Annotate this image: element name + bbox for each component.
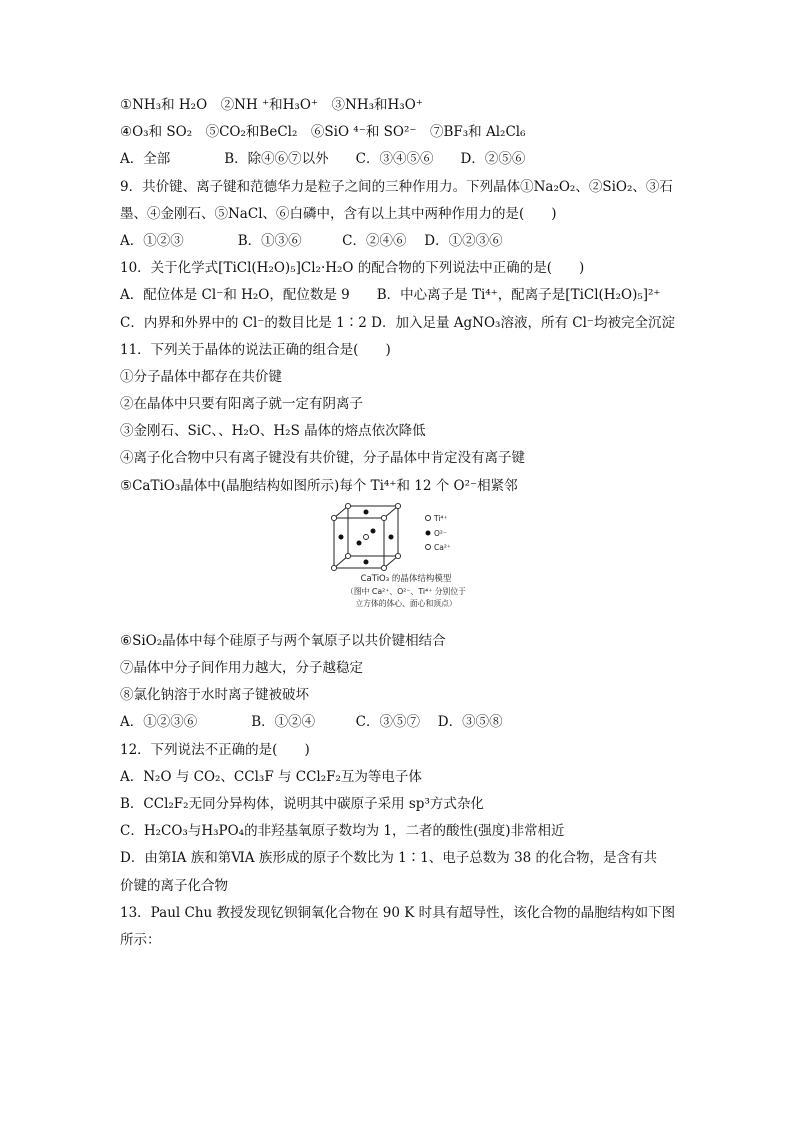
text-line: ④离子化合物中只有离子键没有共价键，分子晶体中肯定没有离子键 [120, 450, 525, 467]
ca-ion-body-center [364, 534, 369, 539]
legend-ti-symbol [425, 515, 430, 520]
legend-o-symbol [426, 530, 431, 535]
text-line: ⑤CaTiO₃晶体中(晶胞结构如图所示)每个 Ti⁴⁺和 12 个 O²⁻相紧邻 [120, 477, 518, 494]
legend-ca-symbol [426, 544, 431, 549]
figure-caption-note: （图中 Ca²⁺、O²⁻、Ti⁴⁺ 分别位于 [346, 586, 466, 596]
text-line: 9．共价键、离子键和范德华力是粒子之间的三种作用力。下列晶体①Na₂O₂、②SiO₂、③石 [120, 178, 673, 195]
text-line: A．①②③ B．①③⑥ C．②④⑥ D．①②③⑥ [120, 232, 503, 249]
figure-legend [425, 514, 450, 552]
text-line: A．N₂O 与 CO₂、CCl₃F 与 CCl₂F₂互为等电子体 [120, 768, 422, 785]
text-line: 13．Paul Chu 教授发现钇钡铜氧化合物在 90 K 时具有超导性，该化合物的晶胞结构如下图 [120, 904, 676, 921]
legend-o-label: O²⁻ [434, 528, 447, 538]
text-line: D．由第ⅠA 族和第ⅥA 族形成的原子个数比为 1∶1、电子总数为 38 的化合物，是含有共 [120, 850, 658, 867]
figure-caption-note: 立方体的体心、面心和顶点） [355, 598, 457, 608]
cubic-cell-diagram [326, 502, 486, 572]
text-line: 12．下列说法不正确的是( ) [120, 741, 310, 758]
text-line: 墨、④金刚石、⑤NaCl、⑥白磷中，含有以上其中两种作用力的是( ) [120, 205, 557, 222]
text-line: C．内界和外界中的 Cl⁻的数目比是 1∶2 D．加入足量 AgNO₃溶液，所有 Cl⁻均被完全沉淀 [120, 314, 676, 331]
legend-ca-label: Ca²⁺ [434, 542, 451, 552]
text-line: 所示： [120, 931, 161, 948]
text-line: ⑦晶体中分子间作用力越大，分子越稳定 [120, 660, 363, 676]
text-line: C．H₂CO₃与H₃PO₄的非羟基氧原子数均为 1，二者的酸性(强度)非常相近 [120, 823, 565, 840]
text-block-bottom [120, 628, 680, 954]
text-line: 价键的离子化合物 [120, 877, 228, 894]
text-line: ③金刚石、SiC、、H₂O、H₂S 晶体的熔点依次降低 [120, 423, 426, 440]
text-line: B．CCl₂F₂无同分异构体，说明其中碳原子采用 sp³方式杂化 [120, 795, 484, 812]
text-line: ⑥SiO₂晶体中每个硅原子与两个氧原子以共价键相结合 [120, 632, 446, 649]
figure-caption-title: CaTiO₃ 的晶体结构模型 [360, 573, 452, 584]
question-text [120, 92, 680, 954]
figure-wrapper [326, 502, 486, 624]
text-line: A．配位体是 Cl⁻和 H₂O，配位数是 9 B．中心离子是 Ti⁴⁺，配离子是[TiCl(H₂O)₅]²⁺ [120, 287, 661, 304]
text-line: ④O₃和 SO₂ ⑤CO₂和BeCl₂ ⑥SiO ⁴⁻和 SO²⁻ ⑦BF₃和 Al₂Cl₆ [120, 124, 526, 141]
text-line: 11．下列关于晶体的说法正确的组合是( ) [120, 341, 391, 358]
text-block-top [120, 92, 680, 500]
text-line: A．全部 B．除④⑥⑦以外 C．③④⑤⑥ D．②⑤⑥ [120, 151, 526, 168]
legend-ti-label: Ti⁴⁺ [434, 513, 448, 523]
text-line: ①NH₃和 H₂O ②NH ⁺和H₃O⁺ ③NH₃和H₃O⁺ [120, 97, 423, 113]
text-line: ②在晶体中只要有阳离子就一定有阴离子 [120, 396, 363, 413]
text-line: A．①②③⑥ B．①②④ C．③⑤⑦ D．③⑤⑧ [120, 714, 503, 731]
text-line: ⑧氯化钠溶于水时离子键被破坏 [120, 687, 309, 704]
crystal-structure-figure [120, 502, 680, 624]
text-line: 10．关于化学式[TiCl(H₂O)₅]Cl₂·H₂O 的配合物的下列说法中正确的是( ) [120, 260, 585, 277]
text-line: ①分子晶体中都存在共价键 [120, 368, 282, 385]
